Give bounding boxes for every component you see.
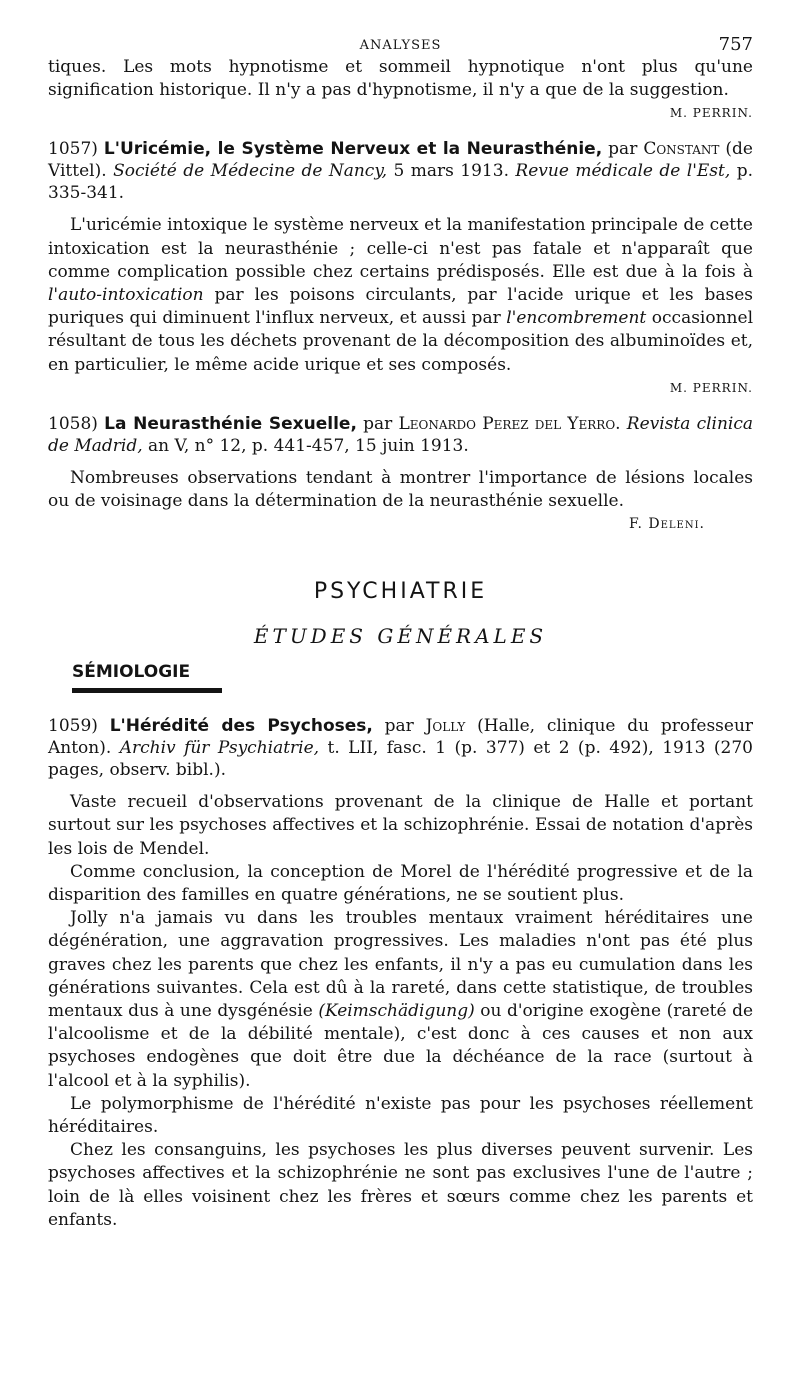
signature-deleni: F. Deleni. bbox=[628, 516, 705, 533]
body-text: par les poisons circulants, par l'acide urique et les bases puriques qui diminuent l'influx nerveux, et aussi par bbox=[48, 285, 754, 329]
body-emphasis: l'auto-intoxication bbox=[48, 285, 204, 306]
entry-title: L'Uricémie, le Système Nerveux et la Neurasthénie, bbox=[103, 139, 603, 160]
entry-location: (Halle, clinique du professeur Anton). bbox=[48, 716, 754, 759]
entry-1059-para-2: Comme conclusion, la conception de Morel de l'hérédité progressive et de la disparition des familles en quatre générations, ne se soutient plus. bbox=[48, 861, 753, 906]
entry-1057-body bbox=[48, 214, 753, 376]
body-emphasis: l'encombrement bbox=[506, 308, 647, 329]
signature-perrin-1: M. PERRIN. bbox=[669, 106, 753, 121]
entry-number: 1057) bbox=[48, 139, 98, 160]
entry-1058-body: Nombreuses observations tendant à montrer l'importance de lésions locales ou de voisinage dans la détermination de la neurasthénie sexuelle. bbox=[48, 467, 753, 512]
body-text: L'uricémie intoxique le système nerveux et la manifestation principale de cette intoxication est la neurasthénie ; celle-ci n'est pas fatale et n'apparaît que comme complication possible chez certains prédisposés. Elle est due à la fois à bbox=[48, 215, 753, 282]
entry-1059-para-1: Vaste recueil d'observations provenant de la clinique de Halle et portant surtout sur les psychoses affectives et la schizophrénie. Essai de notation d'après les lois de Mendel. bbox=[48, 792, 753, 859]
entry-1059 bbox=[48, 715, 753, 1232]
entry-title: L'Hérédité des Psychoses, bbox=[109, 716, 373, 737]
entry-date: 5 mars 1913. bbox=[393, 161, 509, 182]
section-title: PSYCHIATRIE bbox=[313, 579, 488, 605]
heading-label: SÉMIOLOGIE bbox=[72, 662, 191, 683]
entry-1058 bbox=[48, 413, 753, 535]
entry-location: (de Vittel). bbox=[48, 139, 753, 182]
heading-rule bbox=[72, 688, 222, 693]
entry-by: par bbox=[384, 716, 414, 737]
entry-journal: Société de Médecine de Nancy, bbox=[113, 161, 388, 182]
body-text: ou d'origine exogène (rareté de l'alcoolisme et de la débilité mentale), c'est donc à ces causes et non aux psychoses endogènes que doit être due la déchéance de la race (surtout à l'alcool et à la syphilis). bbox=[48, 1001, 754, 1091]
signature-perrin-2: M. PERRIN. bbox=[669, 380, 753, 395]
entry-number: 1058) bbox=[48, 413, 98, 434]
entry-1059-para-3 bbox=[48, 907, 753, 1093]
entry-pages: p. 335-341. bbox=[48, 161, 754, 204]
page-number: 757 bbox=[718, 34, 753, 55]
entry-title: La Neurasthénie Sexuelle, bbox=[104, 413, 357, 434]
page bbox=[48, 30, 753, 1232]
entry-1058-heading bbox=[48, 413, 753, 457]
entry-number: 1059) bbox=[48, 716, 98, 737]
body-text: occasionnel résultant de tous les déchets provenant de la décomposition des albuminoïdes et, en particulier, le même acide urique et ses composés. bbox=[48, 308, 753, 375]
entry-1059-heading bbox=[48, 715, 753, 781]
entry-author: Leonardo Perez del Yerro. bbox=[398, 413, 621, 434]
entry-journal: Revista clinica de Madrid, bbox=[48, 413, 754, 456]
entry-1059-para-5: Chez les consanguins, les psychoses les plus diverses peuvent survenir. Les psychoses affectives et la schizophrénie ne sont pas exclusives l'une de l'autre ; loin de là elles voisinent chez les frères et sœurs comme chez les parents et enfants. bbox=[48, 1140, 753, 1230]
intro-paragraph: tiques. Les mots hypnotisme et sommeil hypnotique n'ont plus qu'une signification historique. Il n'y a pas d'hypnotisme, il n'y a que de la suggestion. bbox=[48, 57, 753, 101]
entry-journal: Archiv für Psychiatrie, bbox=[119, 738, 320, 759]
entry-by: par bbox=[608, 139, 638, 160]
running-head-title: ANALYSES bbox=[359, 38, 442, 53]
subsection-title: ÉTUDES GÉNÉRALES bbox=[253, 624, 548, 649]
entry-author: Constant bbox=[643, 139, 720, 160]
entry-1057-heading bbox=[48, 138, 753, 204]
entry-details: t. LII, fasc. 1 (p. 377) et 2 (p. 492), 1913 (270 pages, observ. bibl.). bbox=[48, 738, 753, 781]
running-head bbox=[48, 30, 753, 56]
entry-details: an V, n° 12, p. 441-457, 15 juin 1913. bbox=[148, 435, 469, 456]
body-emphasis: (Keimschädigung) bbox=[318, 1001, 475, 1022]
semiologie-heading bbox=[72, 662, 753, 693]
entry-by: par bbox=[363, 413, 393, 434]
entry-1059-para-4: Le polymorphisme de l'hérédité n'existe pas pour les psychoses réellement héréditaires. bbox=[48, 1093, 753, 1138]
body-text: Jolly n'a jamais vu dans les troubles mentaux vraiment héréditaires une dégénération, une aggravation progressives. Les maladies n'ont pas été plus graves chez les parents que chez les enfants, il n'y a pas eu cumulation dans les générations suivantes. Cela est dû à la rareté, dans cette statistique, de troubles mentaux dus à une dysgénésie bbox=[48, 908, 753, 1022]
entry-author: Jolly bbox=[425, 716, 466, 737]
entry-1057 bbox=[48, 138, 753, 398]
entry-journal-2: Revue médicale de l'Est, bbox=[515, 161, 731, 182]
